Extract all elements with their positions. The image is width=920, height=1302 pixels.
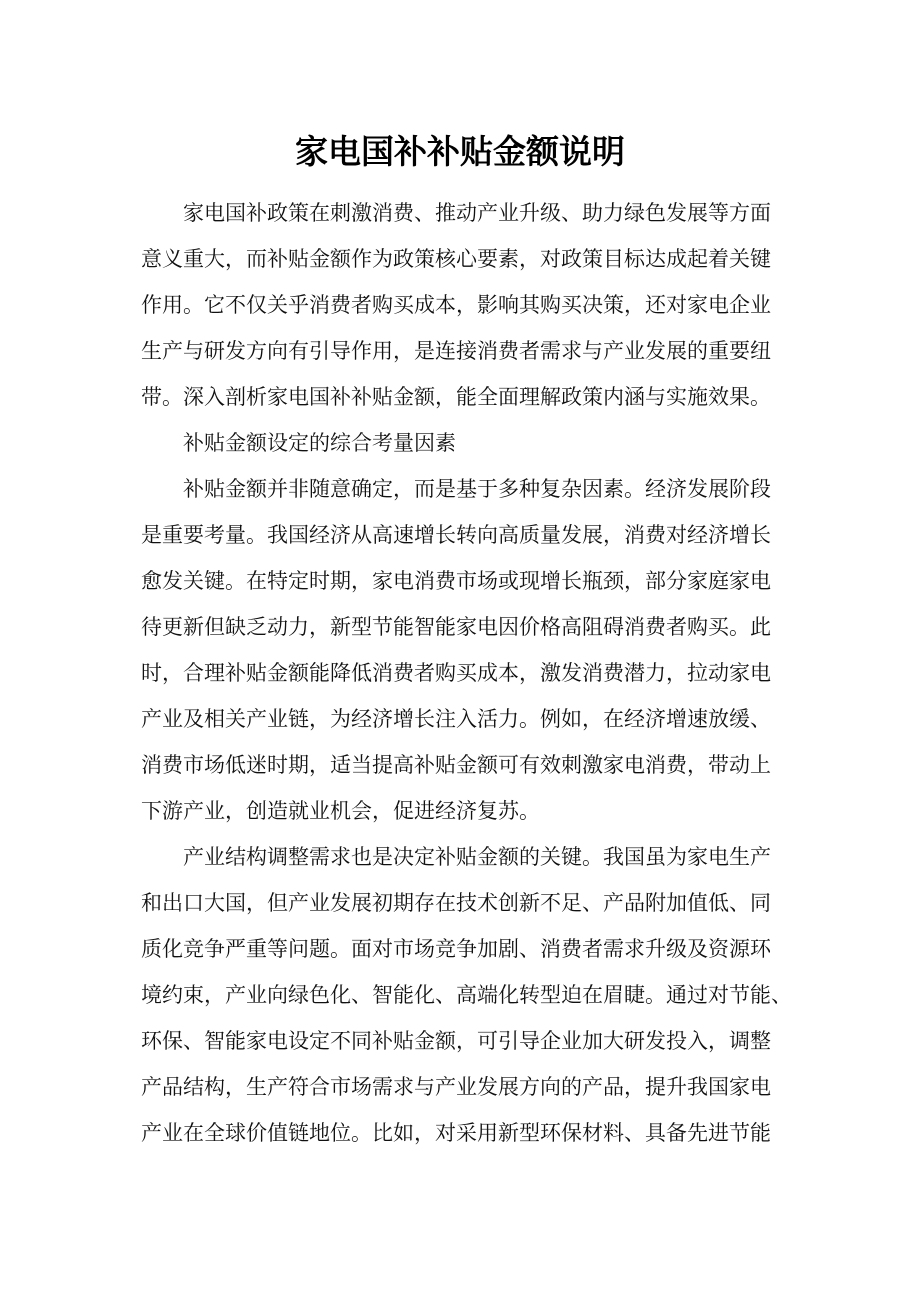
text-line: 和出口大国，但产业发展初期存在技术创新不足、产品附加值低、同 bbox=[141, 891, 771, 915]
text-line: 家电国补政策在刺激消费、推动产业升级、助力绿色发展等方面 bbox=[183, 201, 771, 225]
text-line: 环保、智能家电设定不同补贴金额，可引导企业加大研发投入，调整 bbox=[141, 1029, 771, 1053]
text-line: 带。深入剖析家电国补补贴金额，能全面理解政策内涵与实施效果。 bbox=[141, 385, 771, 409]
document-title: 家电国补补贴金额说明 bbox=[295, 132, 625, 171]
text-line: 产业及相关产业链，为经济增长注入活力。例如，在经济增速放缓、 bbox=[141, 707, 771, 731]
text-line: 下游产业，创造就业机会，促进经济复苏。 bbox=[141, 799, 540, 823]
section-heading: 补贴金额设定的综合考量因素 bbox=[183, 431, 456, 455]
text-line: 是重要考量。我国经济从高速增长转向高质量发展，消费对经济增长 bbox=[141, 523, 771, 547]
text-line: 产品结构，生产符合市场需求与产业发展方向的产品，提升我国家电 bbox=[141, 1075, 771, 1099]
text-line: 境约束，产业向绿色化、智能化、高端化转型迫在眉睫。通过对节能、 bbox=[141, 983, 792, 1007]
text-line: 产业在全球价值链地位。比如，对采用新型环保材料、具备先进节能 bbox=[141, 1121, 771, 1145]
text-line: 意义重大，而补贴金额作为政策核心要素，对政策目标达成起着关键 bbox=[141, 247, 771, 271]
text-line: 时，合理补贴金额能降低消费者购买成本，激发消费潜力，拉动家电 bbox=[141, 661, 771, 685]
text-line: 待更新但缺乏动力，新型节能智能家电因价格高阻碍消费者购买。此 bbox=[141, 615, 771, 639]
text-line: 消费市场低迷时期，适当提高补贴金额可有效刺激家电消费，带动上 bbox=[141, 753, 771, 777]
text-line: 质化竞争严重等问题。面对市场竞争加剧、消费者需求升级及资源环 bbox=[141, 937, 771, 961]
text-line: 补贴金额并非随意确定，而是基于多种复杂因素。经济发展阶段 bbox=[183, 477, 771, 501]
text-line: 愈发关键。在特定时期，家电消费市场或现增长瓶颈，部分家庭家电 bbox=[141, 569, 771, 593]
text-line: 作用。它不仅关乎消费者购买成本，影响其购买决策，还对家电企业 bbox=[141, 293, 771, 317]
document-body bbox=[141, 190, 792, 1156]
text-line: 产业结构调整需求也是决定补贴金额的关键。我国虽为家电生产 bbox=[183, 845, 771, 869]
text-line: 生产与研发方向有引导作用，是连接消费者需求与产业发展的重要纽 bbox=[141, 339, 771, 363]
